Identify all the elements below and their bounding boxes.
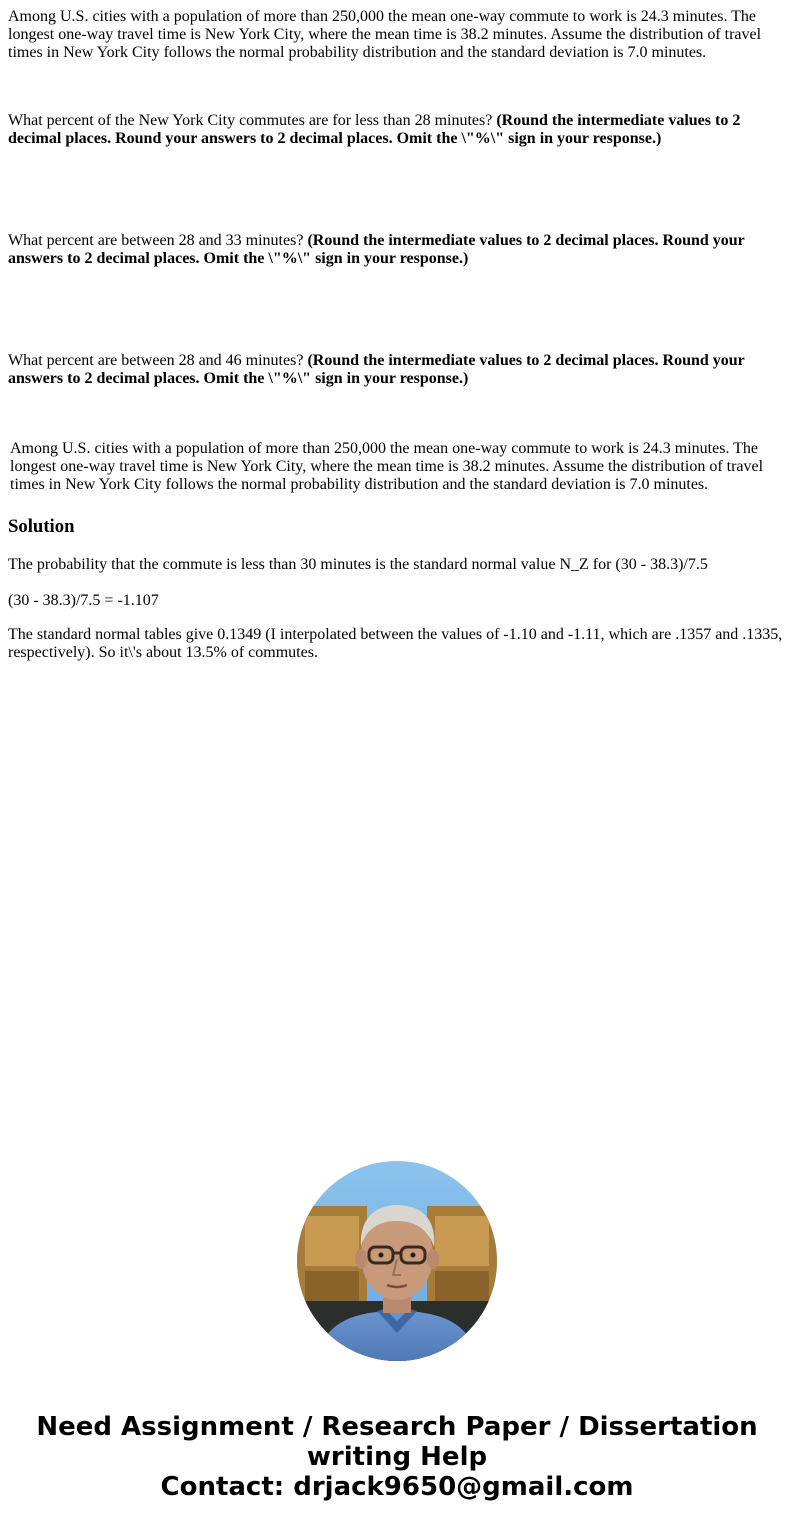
question-2-instruction: (Round the intermediate values to 2 decimal places. Round your answers to 2 decimal places. Omit the \"%\" sign in your response.) <box>8 232 745 267</box>
question-3-text: What percent are between 28 and 46 minutes? <box>8 352 304 369</box>
document-page <box>0 8 794 662</box>
question-2 <box>8 232 786 268</box>
author-photo-icon <box>297 1161 497 1361</box>
problem-intro: Among U.S. cities with a population of more than 250,000 the mean one-way commute to work is 24.3 minutes. The longest one-way travel time is New York City, where the mean time is 38.2 minutes. Assume the distribution of travel times in New York City follows the normal probability distribution and the standard deviation is 7.0 minutes. <box>8 8 762 61</box>
question-2-text: What percent are between 28 and 33 minutes? <box>8 232 304 249</box>
question-1 <box>8 112 786 148</box>
solution-line-1: The probability that the commute is less than 30 minutes is the standard normal value N_Z for (30 - 38.3)/7.5 <box>8 556 708 573</box>
promo-line-1: Need Assignment / Research Paper / Dissertation <box>36 1412 758 1442</box>
solution-line-2: (30 - 38.3)/7.5 = -1.107 <box>8 592 159 609</box>
question-3 <box>8 352 786 388</box>
promo-banner <box>0 1412 794 1502</box>
promo-contact[interactable]: Contact: drjack9650@gmail.com <box>160 1472 634 1502</box>
promo-line-2: writing Help <box>306 1442 488 1472</box>
question-1-instruction: (Round the intermediate values to 2 decimal places. Round your answers to 2 decimal places. Omit the \"%\" sign in your response.) <box>8 112 741 147</box>
solution-heading: Solution <box>8 516 75 537</box>
author-avatar <box>297 1161 497 1361</box>
problem-restatement: Among U.S. cities with a population of more than 250,000 the mean one-way commute to work is 24.3 minutes. The longest one-way travel time is New York City, where the mean time is 38.2 minutes. Assume the distribution of travel times in New York City follows the normal probability distribution and the standard deviation is 7.0 minutes. <box>10 440 764 493</box>
question-3-instruction: (Round the intermediate values to 2 decimal places. Round your answers to 2 decimal places. Omit the \"%\" sign in your response.) <box>8 352 745 387</box>
question-1-text: What percent of the New York City commutes are for less than 28 minutes? <box>8 112 493 129</box>
solution-line-3: The standard normal tables give 0.1349 (I interpolated between the values of -1.10 and -1.11, which are .1357 and .1335, respectively). So it\'s about 13.5% of commutes. <box>8 626 783 661</box>
